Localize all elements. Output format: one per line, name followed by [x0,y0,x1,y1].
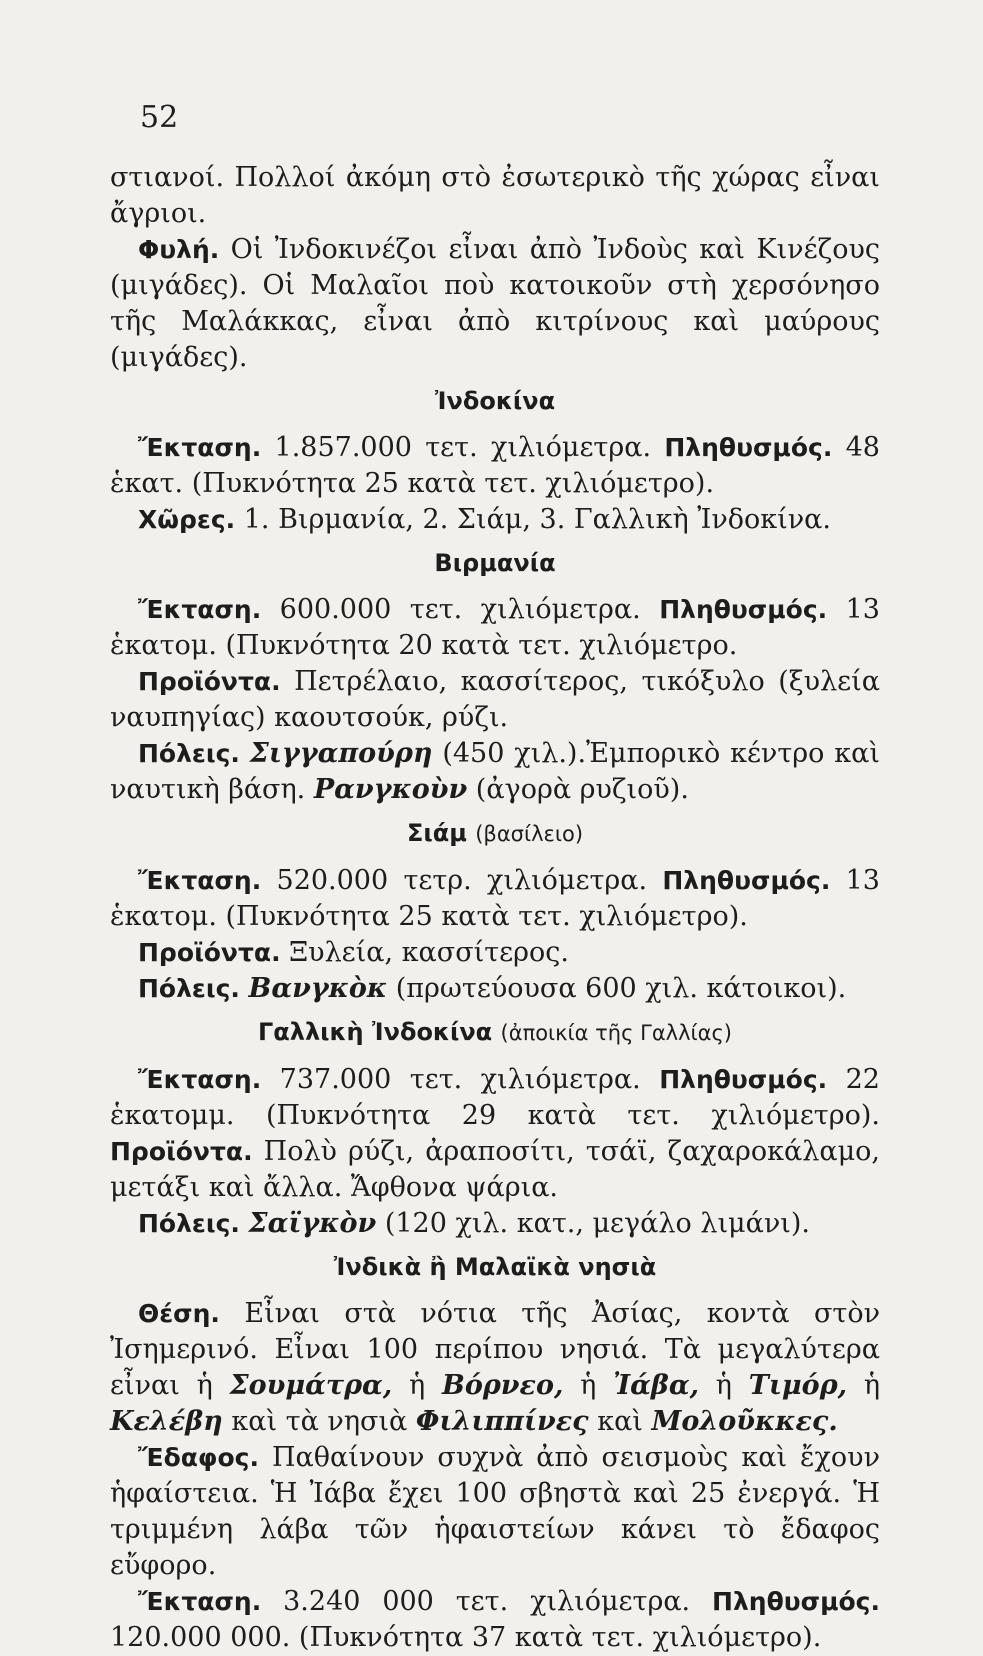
city-text: (πρωτεύουσα 600 χιλ. κάτοικοι). [387,973,847,1004]
siam-products-paragraph [110,935,880,971]
position-label: Θέση. [138,1299,220,1328]
population-label: Πληθυσμός. [664,433,833,462]
island-name: Τιμόρ, [748,1370,848,1401]
race-text: Οἱ Ἰνδοκινέζοι εἶναι ἀπὸ Ἰνδοὺς καὶ Κινέζους (μιγάδες). Οἱ Μαλαῖοι ποὺ κατοικοῦν στὴ χερσόνησο τῆς Μαλάκκας, εἶναι ἀπὸ κιτρίνους καὶ μαύρους (μιγάδες). [110,234,880,373]
heading-subtitle: (ἀποικία τῆς Γαλλίας) [500,1021,732,1045]
area-text: 3.240 000 τετ. χιλιόμετρα. [261,1586,713,1617]
island-name: Βόρνεο, [442,1370,564,1401]
connector-text: ἡ [847,1370,881,1401]
indochina-countries-paragraph [110,502,880,538]
soil-label: Ἔδαφος. [138,1443,259,1472]
population-label: Πληθυσμός. [712,1587,880,1616]
area-text: 520.000 τετρ. χιλιόμετρα. [261,865,663,896]
siam-cities-paragraph [110,971,880,1007]
area-label: Ἔκταση. [138,433,262,462]
products-text: Ξυλεία, κασσίτερος. [280,937,569,968]
city-text: (450 χιλ.).Ἐμπορικὸ κέντρο καὶ ναυτικὴ βάση. [110,738,880,805]
section-heading-siam [110,816,880,851]
connector-text: καὶ [588,1406,652,1437]
siam-area-paragraph [110,863,880,935]
city-text: (ἀγορὰ ρυζιοῦ). [467,774,689,805]
race-label: Φυλή. [138,235,220,264]
products-text: Πετρέλαιο, κασσίτερος, τικόξυλο (ξυλεία ναυπηγίας) καουτσούκ, ρύζι. [110,666,880,733]
east-indies-area-paragraph [110,1584,880,1656]
population-text: 48 ἑκατ. (Πυκνότητα 25 κατὰ τετ. χιλιόμετρο). [110,432,880,499]
population-label: Πληθυσμός. [659,595,828,624]
intro-paragraph-2 [110,232,880,376]
page-text [110,160,880,1656]
city-name: Ρανγκοὺν [313,774,468,805]
connector-text: ἡ [563,1370,614,1401]
burma-area-paragraph [110,592,880,664]
heading-subtitle: (βασίλειο) [475,822,584,846]
area-text: 737.000 τετ. χιλιόμετρα. [261,1064,660,1095]
position-text: Εἶναι στὰ νότια τῆς Ἀσίας, κοντὰ στὸν Ἰσημερινό. Εἶναι 100 περίπου νησιά. Τὰ μεγαλύτερα εἶναι ἡ [110,1298,880,1401]
east-indies-soil-paragraph [110,1440,880,1584]
cities-label: Πόλεις. [138,974,240,1003]
island-name: Σουμάτρα, [229,1370,393,1401]
section-heading-indochina: Ἰνδοκίνα [434,387,556,415]
intro-text-1: στιανοί. Πολλοί ἀκόμη στὸ ἐσωτερικὸ τῆς χώρας εἶναι ἄγριοι. [110,162,880,229]
population-text: 13 ἑκατομ. (Πυκνότητα 20 κατὰ τετ. χιλιόμετρο. [110,594,880,661]
countries-label: Χῶρες. [138,505,236,534]
heading-title: Γαλλικὴ Ἰνδοκίνα [258,1018,493,1046]
city-text: (120 χιλ. κατ., μεγάλο λιμάνι). [376,1208,810,1239]
area-text: 600.000 τετ. χιλιόμετρα. [261,594,660,625]
connector-text: ἡ [392,1370,443,1401]
island-name: Ἰάβα, [613,1370,699,1401]
heading-title: Σιάμ [406,819,467,847]
population-text: 22 ἑκατομμ. (Πυκνότητα 29 κατὰ τετ. χιλιόμετρο). [110,1064,880,1131]
city-name: Σαϊγκὸν [248,1208,377,1239]
city-name: Βανγκὸκ [248,973,388,1004]
island-name: Κελέβη [110,1406,223,1437]
burma-products-paragraph [110,664,880,736]
area-label: Ἔκταση. [138,866,262,895]
area-label: Ἔκταση. [138,1587,262,1616]
population-label: Πληθυσμός. [659,1065,828,1094]
area-label: Ἔκταση. [138,595,262,624]
products-label: Προϊόντα. [138,667,281,696]
connector-text: καὶ τὰ νησιὰ [222,1406,416,1437]
products-label: Προϊόντα. [138,938,281,967]
section-heading-burma: Βιρμανία [434,549,556,577]
indochina-area-paragraph [110,430,880,502]
countries-text: 1. Βιρμανία, 2. Σιάμ, 3. Γαλλικὴ Ἰνδοκίνα. [235,504,831,535]
intro-paragraph-1 [110,160,880,232]
french-indochina-cities-paragraph [110,1206,880,1242]
population-text: 120.000 000. (Πυκνότητα 37 κατὰ τετ. χιλιόμετρο). [110,1622,822,1653]
products-text: Πολὺ ρύζι, ἀραποσίτι, τσάϊ, ζαχαροκάλαμο, μετάξι καὶ ἄλλα. Ἄφθονα ψάρια. [110,1136,880,1203]
section-heading-french-indochina [110,1015,880,1050]
area-text: 1.857.000 τετ. χιλιόμετρα. [261,432,665,463]
page-number: 52 [140,100,179,135]
island-name: Μολοῦκκες. [651,1406,838,1437]
population-label: Πληθυσμός. [662,866,831,895]
burma-cities-paragraph [110,736,880,808]
east-indies-position-paragraph [110,1296,880,1440]
soil-text: Παθαίνουν συχνὰ ἀπὸ σεισμοὺς καὶ ἔχουν ἡφαίστεια. Ἡ Ἰάβα ἔχει 100 σβηστὰ καὶ 25 ἐνεργά. Ἡ τριμμένη λάβα τῶν ἡφαιστείων κάνει τὸ ἔδαφος εὔφορο. [110,1442,880,1581]
cities-label: Πόλεις. [138,1209,240,1238]
section-heading-east-indies: Ἰνδικὰ ἢ Μαλαϊκὰ νησιὰ [333,1253,657,1281]
products-label: Προϊόντα. [110,1137,253,1166]
french-indochina-area-paragraph [110,1062,880,1206]
island-name: Φιλιππίνες [415,1406,589,1437]
city-name: Σιγγαπούρη [249,738,433,769]
population-text: 13 ἑκατομ. (Πυκνότητα 25 κατὰ τετ. χιλιόμετρο). [110,865,880,932]
area-label: Ἔκταση. [138,1065,262,1094]
cities-label: Πόλεις. [138,739,240,768]
connector-text: ἡ [699,1370,749,1401]
